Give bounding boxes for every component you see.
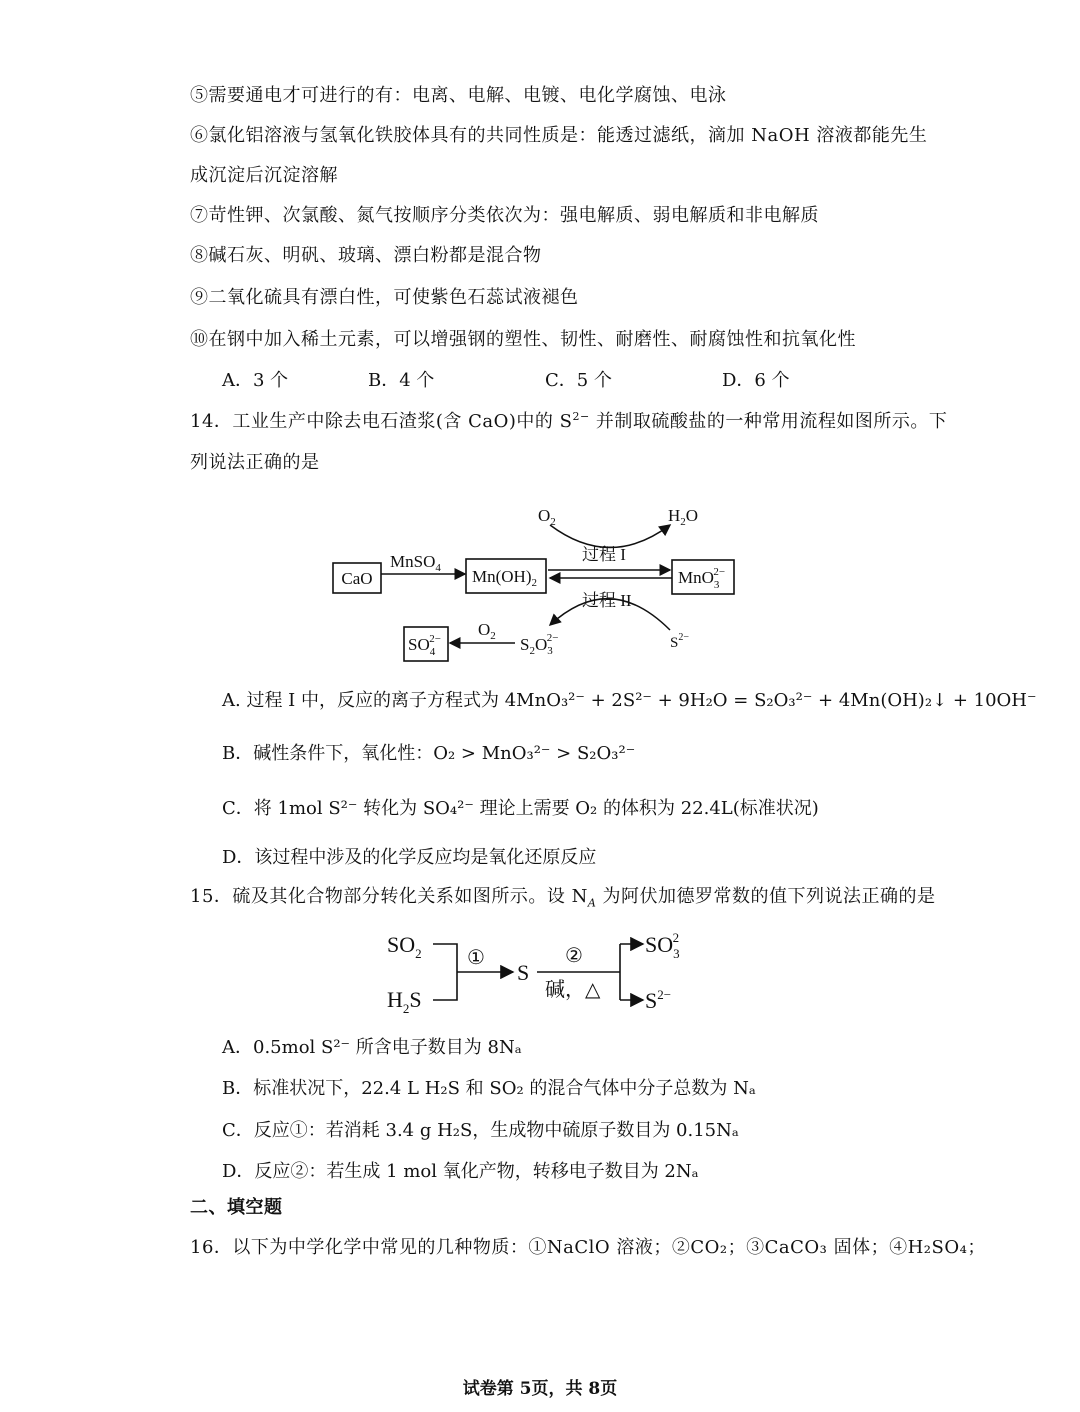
process-1-label: 过程 I bbox=[582, 545, 626, 564]
q14-stem-line2: 列说法正确的是 bbox=[190, 452, 320, 473]
statement-8: ⑧碱石灰、明矾、玻璃、漂白粉都是混合物 bbox=[190, 245, 542, 266]
process-2-label: 过程 II bbox=[582, 591, 632, 610]
q15-option-a[interactable]: A．0.5mol S²⁻ 所含电子数目为 8Nₐ bbox=[222, 1037, 522, 1058]
step-1-label: ① bbox=[467, 947, 485, 969]
section-heading: 二、填空题 bbox=[190, 1197, 283, 1218]
s2-ion-label: $S^{2-}$ bbox=[645, 987, 672, 1013]
statement-6-line1: ⑥氯化铝溶液与氢氧化铁胶体具有的共同性质是：能透过滤纸，滴加 NaOH 溶液都能先生 bbox=[190, 125, 928, 146]
h2o-label: $H_2O$ bbox=[668, 506, 699, 528]
q15-sulfur-diagram bbox=[385, 922, 705, 1022]
q15-stem: 15．硫及其化合物部分转化关系如图所示。设 $N_A$ 为阿伏加德罗常数的值下列说法正确的是 bbox=[190, 886, 936, 910]
q15-option-d[interactable]: D．反应②：若生成 1 mol 氧化产物，转移电子数目为 2Nₐ bbox=[222, 1161, 699, 1182]
q15-option-c[interactable]: C．反应①：若消耗 3.4 g H₂S，生成物中硫原子数目为 0.15Nₐ bbox=[222, 1120, 739, 1141]
mnso4-label: MnSO$_4$ bbox=[390, 552, 441, 574]
o2-top-label: $O_2$ bbox=[538, 506, 556, 528]
q15-option-b[interactable]: B．标准状况下，22.4 L H₂S 和 SO₂ 的混合气体中分子总数为 Nₐ bbox=[222, 1078, 756, 1099]
statement-10: ⑩在钢中加入稀土元素，可以增强钢的塑性、韧性、耐磨性、耐腐蚀性和抗氧化性 bbox=[190, 329, 856, 350]
so2-label: $SO_2$ bbox=[387, 932, 422, 961]
q13-option-d[interactable]: D．6 个 bbox=[722, 370, 790, 391]
q14-option-d[interactable]: D．该过程中涉及的化学反应均是氧化还原反应 bbox=[222, 847, 597, 868]
statement-5: ⑤需要通电才可进行的有：电离、电解、电镀、电化学腐蚀、电泳 bbox=[190, 85, 727, 106]
q14-option-a[interactable]: A. 过程 I 中，反应的离子方程式为 4MnO₃²⁻ + 2S²⁻ + 9H₂O = S₂O₃²⁻ + 4Mn(OH)₂↓ + 10OH⁻ bbox=[222, 690, 1037, 711]
so4-label: $SO_42-$ bbox=[408, 633, 441, 658]
q14-flow-diagram bbox=[320, 495, 760, 670]
step-2-label: ② bbox=[565, 945, 583, 967]
s-label: S bbox=[517, 960, 530, 985]
page-footer: 试卷第 5页，共 8页 bbox=[462, 1379, 618, 1399]
statement-9: ⑨二氧化硫具有漂白性，可使紫色石蕊试液褪色 bbox=[190, 287, 579, 308]
q13-option-c[interactable]: C．5 个 bbox=[545, 370, 612, 391]
statement-6-line2: 成沉淀后沉淀溶解 bbox=[190, 165, 338, 186]
q13-option-b[interactable]: B．4 个 bbox=[368, 370, 435, 391]
cao-label: CaO bbox=[341, 569, 373, 588]
s2o3-label: $S_2O_32-$ bbox=[520, 632, 559, 657]
q14-option-b[interactable]: B．碱性条件下，氧化性：O₂ > MnO₃²⁻ > S₂O₃²⁻ bbox=[222, 743, 636, 764]
q14-option-c[interactable]: C．将 1mol S²⁻ 转化为 SO₄²⁻ 理论上需要 O₂ 的体积为 22.4L(标准状况) bbox=[222, 798, 819, 819]
mno3-label: MnO$_3$2− bbox=[678, 566, 726, 591]
mnoh2-label: $Mn(OH)_2$ bbox=[472, 567, 537, 589]
o2-bottom-label: $O_2$ bbox=[478, 620, 496, 642]
h2s-label: $H_2S$ bbox=[387, 987, 422, 1016]
condition-label: 碱，△ bbox=[545, 979, 601, 1001]
statement-7: ⑦苛性钾、次氯酸、氮气按顺序分类依次为：强电解质、弱电解质和非电解质 bbox=[190, 205, 819, 226]
q16-stem: 16．以下为中学化学中常见的几种物质：①NaClO 溶液；②CO₂；③CaCO₃ 固体；④H₂SO₄； bbox=[190, 1237, 986, 1258]
so3-label: $SO_32$ bbox=[645, 930, 680, 961]
q14-stem-line1: 14．工业生产中除去电石渣浆(含 CaO)中的 $S^{2-}$ 并制取硫酸盐的一种常用流程如图所示。下 bbox=[190, 410, 948, 432]
q13-option-a[interactable]: A．3 个 bbox=[222, 370, 289, 391]
s2-label: $S^{2-}$ bbox=[670, 632, 689, 651]
